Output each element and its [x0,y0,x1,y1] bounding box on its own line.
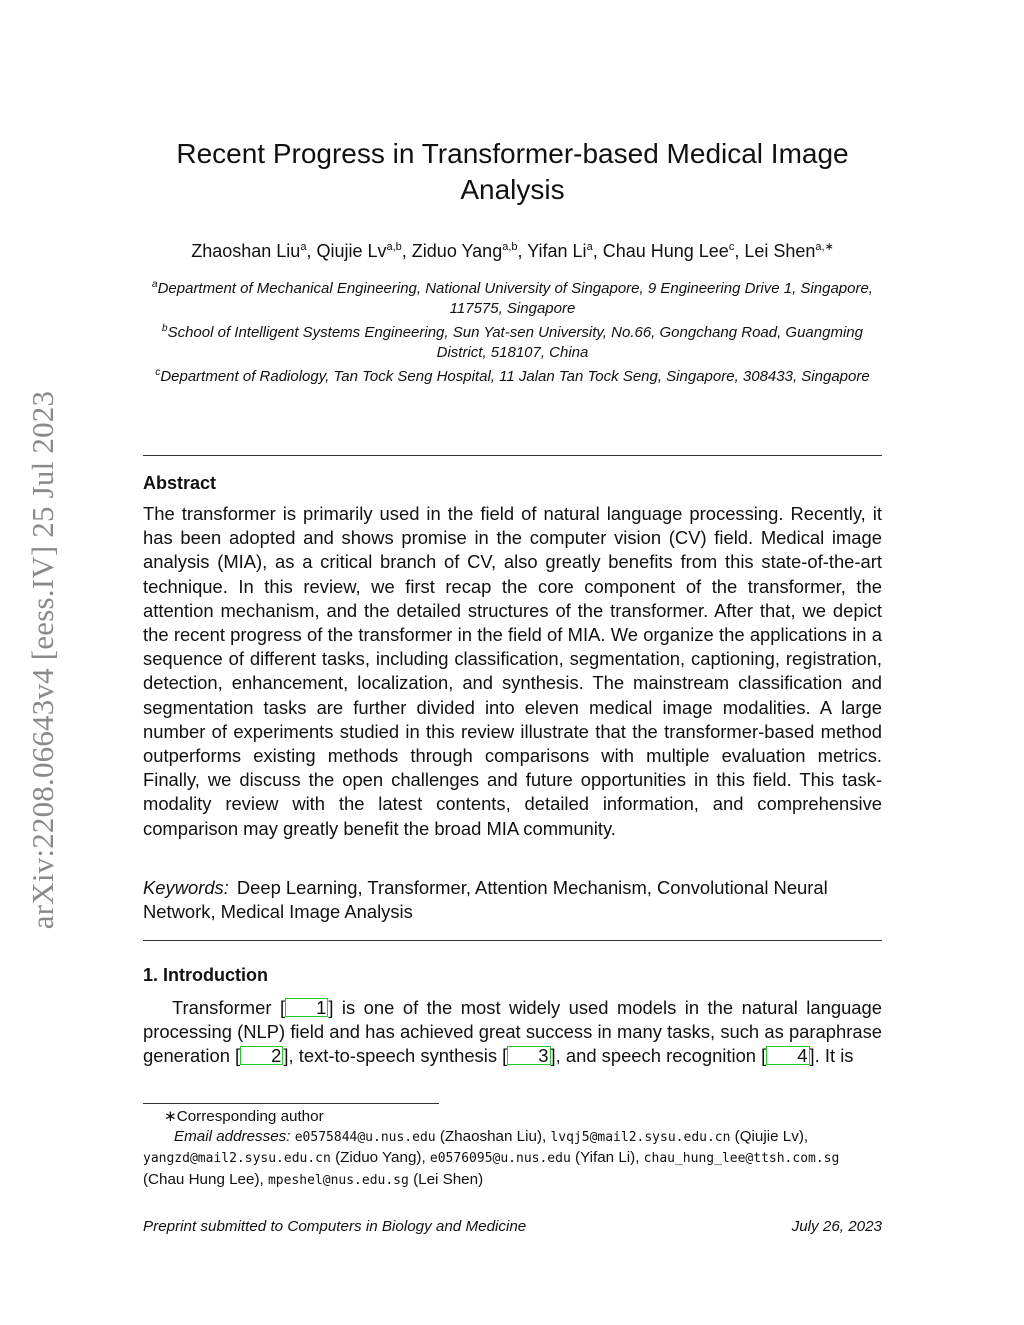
affiliation-mark: a [152,279,158,290]
introduction-paragraph [143,996,882,1069]
author-name: Chau Hung Lee [602,241,729,261]
email-owner: (Qiujie Lv), [730,1128,809,1146]
author-affiliation-mark: a [300,241,307,253]
intro-text-segment: is one of the most widely used models in the natural language processing (NLP) field and has achieved great success in many tasks, such as paraphrase generation [143,997,882,1067]
section-heading-introduction: 1. Introduction [143,965,268,985]
keywords-text: Deep Learning, Transformer, Attention Mechanism, Convolutional Neural Network, Medical Image Analysis [143,877,828,923]
author-name: Zhaoshan Liu [191,241,301,261]
author-affiliation-mark: c [728,241,735,253]
keywords [143,876,882,924]
author-affiliation-mark: a,∗ [815,241,834,253]
email-address[interactable]: mpeshel@nus.edu.sg [267,1172,409,1188]
author-affiliation-mark: a,b [386,241,402,253]
abstract-heading: Abstract [143,473,217,493]
affiliation-item [143,319,882,363]
author-name: Ziduo Yang [411,241,503,261]
abstract-top-rule [143,455,882,456]
citation-number[interactable]: 2 [240,1046,283,1065]
author-name: Lei Shen [744,241,816,261]
intro-text-segment: Transformer [172,997,280,1018]
email-owner: (Yifan Li), [570,1149,644,1167]
citation-number[interactable]: 3 [507,1046,550,1065]
email-address[interactable]: e0575844@u.nus.edu [294,1130,436,1146]
email-address[interactable]: chau_hung_lee@ttsh.com.sg [643,1151,840,1167]
email-label: Email addresses: [174,1128,291,1146]
citation-link[interactable]: [ 2 ] [235,1045,289,1067]
abstract-body: The transformer is primarily used in the field of natural language processing. Recently, it has been adopted and shows promise in the computer vision (CV) field. Medical image analysis (MIA), as a critical branch of CV, also greatly benefits from this state-of-the-art technique. In this review, we first recap the core component of the transformer, the attention mechanism, and the detailed structures of the transformer. After that, we depict the recent progress of the transformer in the field of MIA. We organize the applications in a sequence of different tasks, including classification, segmentation, captioning, registration, detection, enhancement, localization, and synthesis. The mainstream classification and segmentation tasks are further divided into eleven medical image modalities. A large number of experiments studied in this review illustrate that the transformer-based method outperforms existing methods through comparisons with multiple evaluation metrics. Finally, we discuss the open challenges and future opportunities in this field. This task-modality review with the latest contents, detailed information, and comprehensive comparison may greatly benefit the broad MIA community. [143,503,882,839]
affiliation-list [143,275,882,387]
author-affiliation-mark: a,b [502,241,518,253]
citation-link[interactable]: [ 1 ] [279,997,334,1018]
affiliation-mark: b [162,323,168,334]
intro-text-segment: , and speech recognition [555,1045,762,1067]
author-list: Zhaoshan Liu$^a$, Qiujie Lv$^{a,b}$, Ziduo Yang$^{a,b}$, Yifan Li$^a$, Chau Hung Lee$^c$, Lei Shen$^{a,∗}$ [191,241,834,261]
email-owner: (Ziduo Yang), [330,1149,430,1167]
intro-text-segment: , text-to-speech synthesis [288,1045,503,1067]
footer-journal: Preprint submitted to Computers in Biology and Medicine [143,1218,527,1235]
intro-text-segment: . It is [814,1045,854,1067]
arxiv-stamp: arXiv:2208.06643v4 [eess.IV] 25 Jul 2023 [25,390,60,930]
footnote-rule [143,1103,439,1104]
email-address[interactable]: e0576095@u.nus.edu [429,1151,571,1167]
page-footer [143,1217,882,1237]
email-owner: (Chau Hung Lee), [143,1170,268,1188]
email-owner: (Lei Shen) [408,1170,484,1188]
citation-number[interactable]: 4 [766,1046,809,1065]
affiliation-text: Department of Radiology, Tan Tock Seng Hospital, 11 Jalan Tan Tock Seng, Singapore, 308433, Singapore [160,368,870,385]
citation-link[interactable]: [ 3 ] [502,1045,556,1067]
affiliation-mark: c [155,367,161,378]
citation-number[interactable]: 1 [285,998,328,1017]
corresponding-author-note: ∗Corresponding author [164,1108,324,1125]
affiliation-text: School of Intelligent Systems Engineering, Sun Yat-sen University, No.66, Gongchang Road, Guangming District, 518107, China [167,324,863,361]
footnotes [143,1107,882,1191]
abstract-bottom-rule [143,940,882,941]
footer-date: July 26, 2023 [791,1218,882,1235]
citation-link[interactable]: [ 4 ] [761,1045,815,1067]
affiliation-item [143,363,882,387]
keywords-label: Keywords: [143,877,229,898]
email-addresses [143,1127,882,1191]
email-address[interactable]: yangzd@mail2.sysu.edu.cn [143,1151,331,1167]
email-owner: (Zhaoshan Liu), [435,1128,551,1146]
affiliation-text: Department of Mechanical Engineering, National University of Singapore, 9 Engineering Drive 1, Singapore, 117575, Singapore [157,280,873,317]
author-affiliation-mark: a [586,241,593,253]
email-address[interactable]: lvqj5@mail2.sysu.edu.cn [550,1130,731,1146]
paper-title: Recent Progress in Transformer-based Medical Image Analysis [176,138,849,205]
affiliation-item [143,275,882,319]
author-name: Yifan Li [527,241,587,261]
author-name: Qiujie Lv [316,241,387,261]
